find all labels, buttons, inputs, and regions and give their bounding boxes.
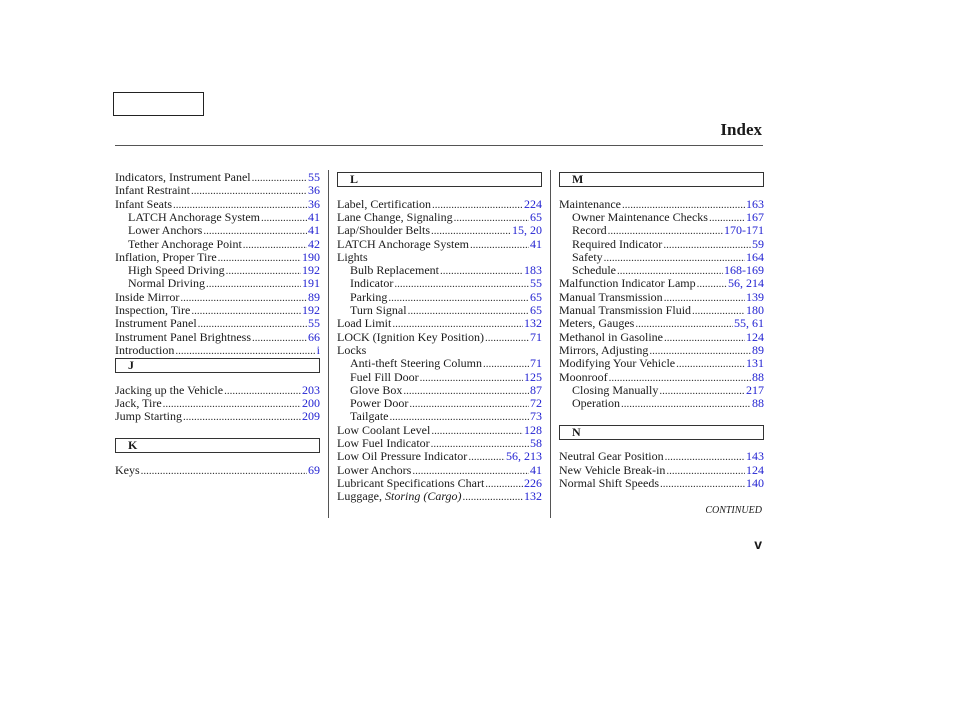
index-entry-text: Required Indicator: [572, 237, 663, 251]
index-entry-text: Modifying Your Vehicle: [559, 356, 676, 370]
continued-note: CONTINUED: [705, 505, 762, 516]
page-reference-link[interactable]: 192: [302, 263, 320, 277]
index-entry-label: [115, 224, 202, 237]
index-entry-text: Lubricant Specifications Chart: [337, 476, 485, 490]
page-reference-link[interactable]: 226: [524, 476, 542, 490]
leader-dots: [483, 358, 529, 371]
page-reference-link[interactable]: 167: [746, 210, 764, 224]
page-reference-link[interactable]: 139: [746, 290, 764, 304]
leader-dots: [470, 239, 529, 252]
index-entry-text: Power Door: [350, 396, 409, 410]
page-reference-link[interactable]: 71: [530, 330, 542, 344]
index-entry-text: Load Limit: [337, 316, 392, 330]
index-entry-text: New Vehicle Break-in: [559, 463, 666, 477]
index-entry-text: Lower Anchors: [128, 223, 203, 237]
leader-dots: [621, 398, 751, 411]
page-reference-link[interactable]: 200: [302, 396, 320, 410]
page-reference-link[interactable]: 224: [524, 197, 542, 211]
page-reference-link[interactable]: 65: [530, 290, 542, 304]
page-reference-link[interactable]: 128: [524, 423, 542, 437]
index-entry-label: [337, 224, 430, 237]
page-reference-link[interactable]: 190: [302, 250, 320, 264]
index-entry-label: [337, 410, 388, 423]
page-reference-link[interactable]: 124: [746, 463, 764, 477]
index-entry: [337, 357, 542, 370]
leader-dots: [468, 451, 505, 464]
page-reference-link[interactable]: 132: [524, 316, 542, 330]
page-reference-link[interactable]: 73: [530, 409, 542, 423]
index-entry-text: Inspection, Tire: [115, 303, 191, 317]
page-reference-link[interactable]: 55, 61: [734, 316, 764, 330]
index-entry-label: [115, 410, 182, 423]
index-entry-text: Keys: [115, 463, 140, 477]
index-entry-text: LATCH Anchorage System: [337, 237, 469, 251]
page-reference-link[interactable]: 217: [746, 383, 764, 397]
index-entry-text: LATCH Anchorage System: [128, 210, 260, 224]
index-entry: [115, 224, 320, 237]
page-reference-link[interactable]: 36: [308, 197, 320, 211]
page-reference-link[interactable]: 55: [308, 170, 320, 184]
index-entry-text: Owner Maintenance Checks: [572, 210, 708, 224]
index-entry: [559, 317, 764, 330]
index-entry: [115, 410, 320, 423]
index-entry-text: Label, Certification: [337, 197, 431, 211]
index-entry-text: Closing Manually: [572, 383, 659, 397]
page-reference-link[interactable]: 15, 20: [512, 223, 542, 237]
index-entry-text: Malfunction Indicator Lamp: [559, 276, 696, 290]
index-entry: [337, 331, 542, 344]
index-entry-label: [337, 490, 462, 503]
index-entry-text: Inflation, Proper Tire: [115, 250, 217, 264]
leader-dots: [485, 332, 529, 345]
leader-dots: [660, 478, 745, 491]
section-tab-box: [113, 92, 204, 116]
leader-dots: [141, 465, 307, 478]
page-reference-link[interactable]: 89: [752, 343, 764, 357]
index-entry-text: Instrument Panel: [115, 316, 197, 330]
section-header-n: N: [559, 425, 764, 440]
index-entry-text: Normal Driving: [128, 276, 205, 290]
index-entry-text: Bulb Replacement: [350, 263, 439, 277]
column-divider-2: [550, 170, 551, 518]
index-entry-text: Anti-theft Steering Column: [350, 356, 482, 370]
index-entry-label: [115, 317, 197, 330]
page-reference-link[interactable]: 55: [308, 316, 320, 330]
page-reference-link[interactable]: 65: [530, 210, 542, 224]
page-reference-link[interactable]: 203: [302, 383, 320, 397]
index-entry-text: Indicators, Instrument Panel: [115, 170, 251, 184]
index-entry-text: Instrument Panel Brightness: [115, 330, 251, 344]
page-reference-link[interactable]: 88: [752, 370, 764, 384]
index-entry-text: Maintenance: [559, 197, 621, 211]
index-entry: [559, 450, 764, 463]
index-entry: [559, 277, 764, 290]
page-reference-link[interactable]: 36: [308, 183, 320, 197]
index-entry-text: Operation: [572, 396, 620, 410]
page-reference-link[interactable]: 180: [746, 303, 764, 317]
page-reference-link[interactable]: 170-171: [724, 223, 764, 237]
index-entry: [337, 490, 542, 503]
index-entry-label: [559, 357, 675, 370]
index-entry-text: Mirrors, Adjusting: [559, 343, 649, 357]
index-entry-label: [115, 344, 174, 357]
index-entry-label: [559, 277, 696, 290]
leader-dots: [463, 491, 523, 504]
page-reference-link[interactable]: 71: [530, 356, 542, 370]
leader-dots: [183, 411, 301, 424]
leader-dots: [676, 358, 745, 371]
page-reference-link[interactable]: 89: [308, 290, 320, 304]
index-entry-text: Lower Anchors: [337, 463, 412, 477]
index-entry: [559, 397, 764, 410]
index-heading: Lights: [337, 250, 368, 264]
page-reference-link[interactable]: i: [316, 343, 320, 357]
index-entry-label: [559, 477, 659, 490]
index-entry: [115, 317, 320, 330]
index-entry-text: Jack, Tire: [115, 396, 162, 410]
index-entry-text: Parking: [350, 290, 388, 304]
leader-dots: [394, 278, 529, 291]
page-reference-link[interactable]: 87: [530, 383, 542, 397]
leader-dots: [175, 345, 315, 358]
page-reference-link[interactable]: 41: [530, 237, 542, 251]
page-reference-link[interactable]: 65: [530, 303, 542, 317]
index-entry: [115, 277, 320, 290]
index-entry-text: Inside Mirror: [115, 290, 180, 304]
page-reference-link[interactable]: 72: [530, 396, 542, 410]
leader-dots: [697, 278, 727, 291]
leader-dots: [665, 451, 745, 464]
index-entry-text: Record: [572, 223, 607, 237]
index-entry-qualifier: Storing (Cargo): [384, 489, 462, 503]
page-reference-link[interactable]: 59: [752, 237, 764, 251]
page-reference-link[interactable]: 168-169: [724, 263, 764, 277]
page-reference-link[interactable]: 192: [302, 303, 320, 317]
page-reference-link[interactable]: 42: [308, 237, 320, 251]
index-entry: [559, 224, 764, 237]
page-reference-link[interactable]: 140: [746, 476, 764, 490]
page-reference-link[interactable]: 132: [524, 489, 542, 503]
index-entry-text: Low Oil Pressure Indicator: [337, 449, 468, 463]
column-divider-1: [328, 170, 329, 518]
index-entry-text: Neutral Gear Position: [559, 449, 664, 463]
index-entry-text: Normal Shift Speeds: [559, 476, 659, 490]
index-entry-text: Infant Restraint: [115, 183, 190, 197]
section-header-k: K: [115, 438, 320, 453]
index-entry-label: [337, 317, 391, 330]
index-entry-text: Introduction: [115, 343, 175, 357]
index-entry-text: Moonroof: [559, 370, 608, 384]
index-entry-label: [115, 464, 140, 477]
page-reference-link[interactable]: 164: [746, 250, 764, 264]
index-entry-text: Tailgate: [350, 409, 389, 423]
index-heading: Locks: [337, 343, 367, 357]
page-reference-link[interactable]: 163: [746, 197, 764, 211]
index-entry-label: [559, 450, 664, 463]
page-reference-link[interactable]: 58: [530, 436, 542, 450]
index-entry-label: [337, 277, 393, 290]
index-entry-text: Infant Seats: [115, 197, 172, 211]
index-entry-text: Meters, Gauges: [559, 316, 635, 330]
index-entry-text: Schedule: [572, 263, 616, 277]
leader-dots: [206, 278, 301, 291]
index-entry-text: Jump Starting: [115, 409, 183, 423]
page-reference-link[interactable]: 55: [530, 276, 542, 290]
page-number: v: [754, 536, 762, 552]
section-header-l: L: [337, 172, 542, 187]
index-entry: [337, 317, 542, 330]
page-reference-link[interactable]: 143: [746, 449, 764, 463]
page-reference-link[interactable]: 88: [752, 396, 764, 410]
index-entry-text: Luggage,: [337, 489, 382, 503]
index-entry-text: Tether Anchorage Point: [128, 237, 242, 251]
page-reference-link[interactable]: 56, 214: [728, 276, 764, 290]
page-title: Index: [720, 120, 762, 139]
page-reference-link[interactable]: 125: [524, 370, 542, 384]
leader-dots: [191, 185, 307, 198]
page-reference-link[interactable]: 183: [524, 263, 542, 277]
index-entry: [115, 344, 320, 357]
page-reference-link[interactable]: 124: [746, 330, 764, 344]
page-reference-link[interactable]: 209: [302, 409, 320, 423]
index-entry-label: [559, 224, 607, 237]
index-entry: [559, 357, 764, 370]
index-entry-text: Safety: [572, 250, 603, 264]
index-entry-text: LOCK (Ignition Key Position): [337, 330, 484, 344]
index-entry-text: Manual Transmission: [559, 290, 663, 304]
index-entry-text: Lap/Shoulder Belts: [337, 223, 430, 237]
index-entry-label: [115, 277, 205, 290]
page-reference-link[interactable]: 191: [302, 276, 320, 290]
page-reference-link[interactable]: 66: [308, 330, 320, 344]
index-entry-text: Methanol in Gasoline: [559, 330, 663, 344]
section-header-j: J: [115, 358, 320, 373]
index-entry-label: [337, 357, 482, 370]
index-entry-label: [337, 450, 467, 463]
index-entry-label: [115, 184, 190, 197]
index-entry-text: Indicator: [350, 276, 394, 290]
index-entry: [337, 224, 542, 237]
index-entry: [337, 410, 542, 423]
index-entry-text: Low Coolant Level: [337, 423, 431, 437]
index-entry: [337, 277, 542, 290]
index-entry-text: Turn Signal: [350, 303, 407, 317]
index-entry-text: Jacking up the Vehicle: [115, 383, 224, 397]
page-reference-link[interactable]: 41: [308, 223, 320, 237]
page-reference-link[interactable]: 131: [746, 356, 764, 370]
section-header-m: M: [559, 172, 764, 187]
page-reference-link[interactable]: 41: [308, 210, 320, 224]
index-entry-label: [559, 397, 620, 410]
index-entry: [115, 464, 320, 477]
page-reference-link[interactable]: 69: [308, 463, 320, 477]
index-entry-text: Manual Transmission Fluid: [559, 303, 692, 317]
page-reference-link[interactable]: 41: [530, 463, 542, 477]
index-entry: [559, 477, 764, 490]
index-entry-text: High Speed Driving: [128, 263, 225, 277]
index-entry-text: Glove Box: [350, 383, 403, 397]
index-entry-text: Low Fuel Indicator: [337, 436, 430, 450]
index-entry-text: Lane Change, Signaling: [337, 210, 453, 224]
index-entry-text: Fuel Fill Door: [350, 370, 419, 384]
index-entry: [115, 184, 320, 197]
header-divider: [115, 145, 763, 146]
index-entry-label: [559, 317, 634, 330]
page-reference-link[interactable]: 56, 213: [506, 449, 542, 463]
index-entry: [337, 450, 542, 463]
